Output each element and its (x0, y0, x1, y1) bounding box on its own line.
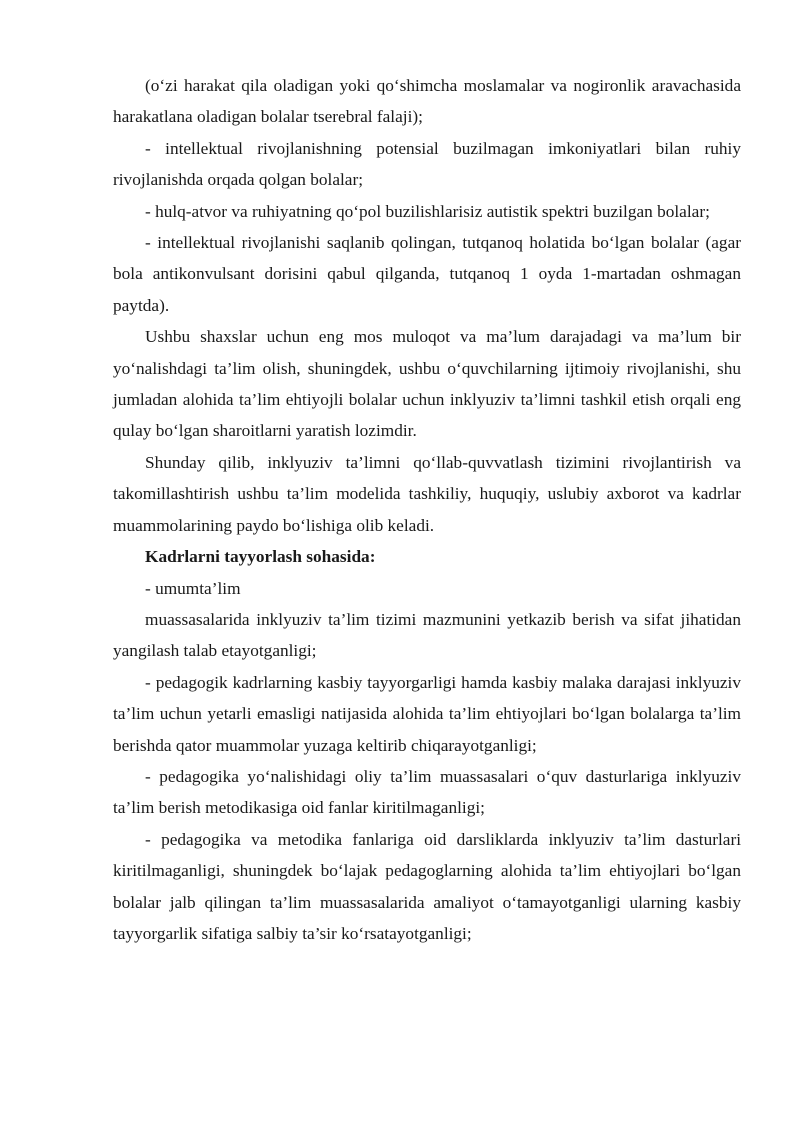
list-item-curricula: - pedagogika yo‘nalishidagi oliy ta’lim muassasalari o‘quv dasturlariga inklyuziv ta’lim berish metodikasiga oid fanlar kiritilmaganligi; (113, 766, 741, 818)
paragraph-conclusion: Shunday qilib, inklyuziv ta’limni qo‘llab-quvvatlash tizimini rivojlantirish va takomillashtirish ushbu ta’lim modelida tashkiliy, huquqiy, uslubiy axborot va kadrlar muammolarining paydo bo‘lishiga olib keladi. (113, 452, 741, 535)
paragraph-cerebral-palsy: (o‘zi harakat qila oladigan yoki qo‘shimcha moslamalar va nogironlik aravachasida harakatlana oladigan bolalar tserebral falaji); (113, 76, 741, 127)
paragraph-conditions: Ushbu shaxslar uchun eng mos muloqot va ma’lum darajadagi va ma’lum bir yo‘nalishdagi ta’lim olish, shuningdek, ushbu o‘quvchilarning ijtimoiy rivojlanishi, shu jumladan alohida ta’lim ehtiyojli bolalar uchun inklyuziv ta’limni tashkil etish orqali eng qulay bo‘lgan sharoitlarni yaratish lozimdir. (113, 327, 741, 441)
list-item-teacher-qualification: - pedagogik kadrlarning kasbiy tayyorgarligi hamda kasbiy malaka darajasi inklyuziv ta’lim uchun yetarli emasligi natijasida alohida ta’lim ehtiyojlari bo‘lgan bolalarga ta’lim berishda qator muammolar yuzaga keltirib chiqarayotganligi; (113, 672, 741, 755)
list-item-textbooks: - pedagogika va metodika fanlariga oid darsliklarda inklyuziv ta’lim dasturlari kiritilmaganligi, shuningdek bo‘lajak pedagoglarning alohida ta’lim ehtiyojlari bo‘lgan bolalar jalb qilingan ta’lim muassasalarida amaliyot o‘tamayotganligi ularning kasbiy tayyorgarlik sifatiga salbiy ta’sir ko‘rsatayotganligi; (113, 829, 741, 943)
list-item-mental-development: - intellektual rivojlanishning potensial buzilmagan imkoniyatlari bilan ruhiy rivojlanishda orqada qolgan bolalar; (113, 138, 741, 190)
section-heading: Kadrlarni tayyorlash sohasida: (145, 547, 376, 567)
list-item-content-update: muassasalarida inklyuziv ta’lim tizimi mazmunini yetkazib berish va sifat jihatidan yangilash talab etayotganligi; (113, 609, 741, 661)
list-lead: - umumta’lim (145, 578, 241, 598)
list-item-epilepsy: - intellektual rivojlanishi saqlanib qolingan, tutqanoq holatida bo‘lgan bolalar (agar bola antikonvulsant dorisini qabul qilganda, tutqanoq 1 oyda 1-martadan oshmagan paytda). (113, 233, 741, 315)
document-page (113, 70, 741, 949)
list-item-autism-spectrum: - hulq-atvor va ruhiyatning qo‘pol buzilishlarisiz autistik spektri buzilgan bolalar; (145, 201, 710, 221)
